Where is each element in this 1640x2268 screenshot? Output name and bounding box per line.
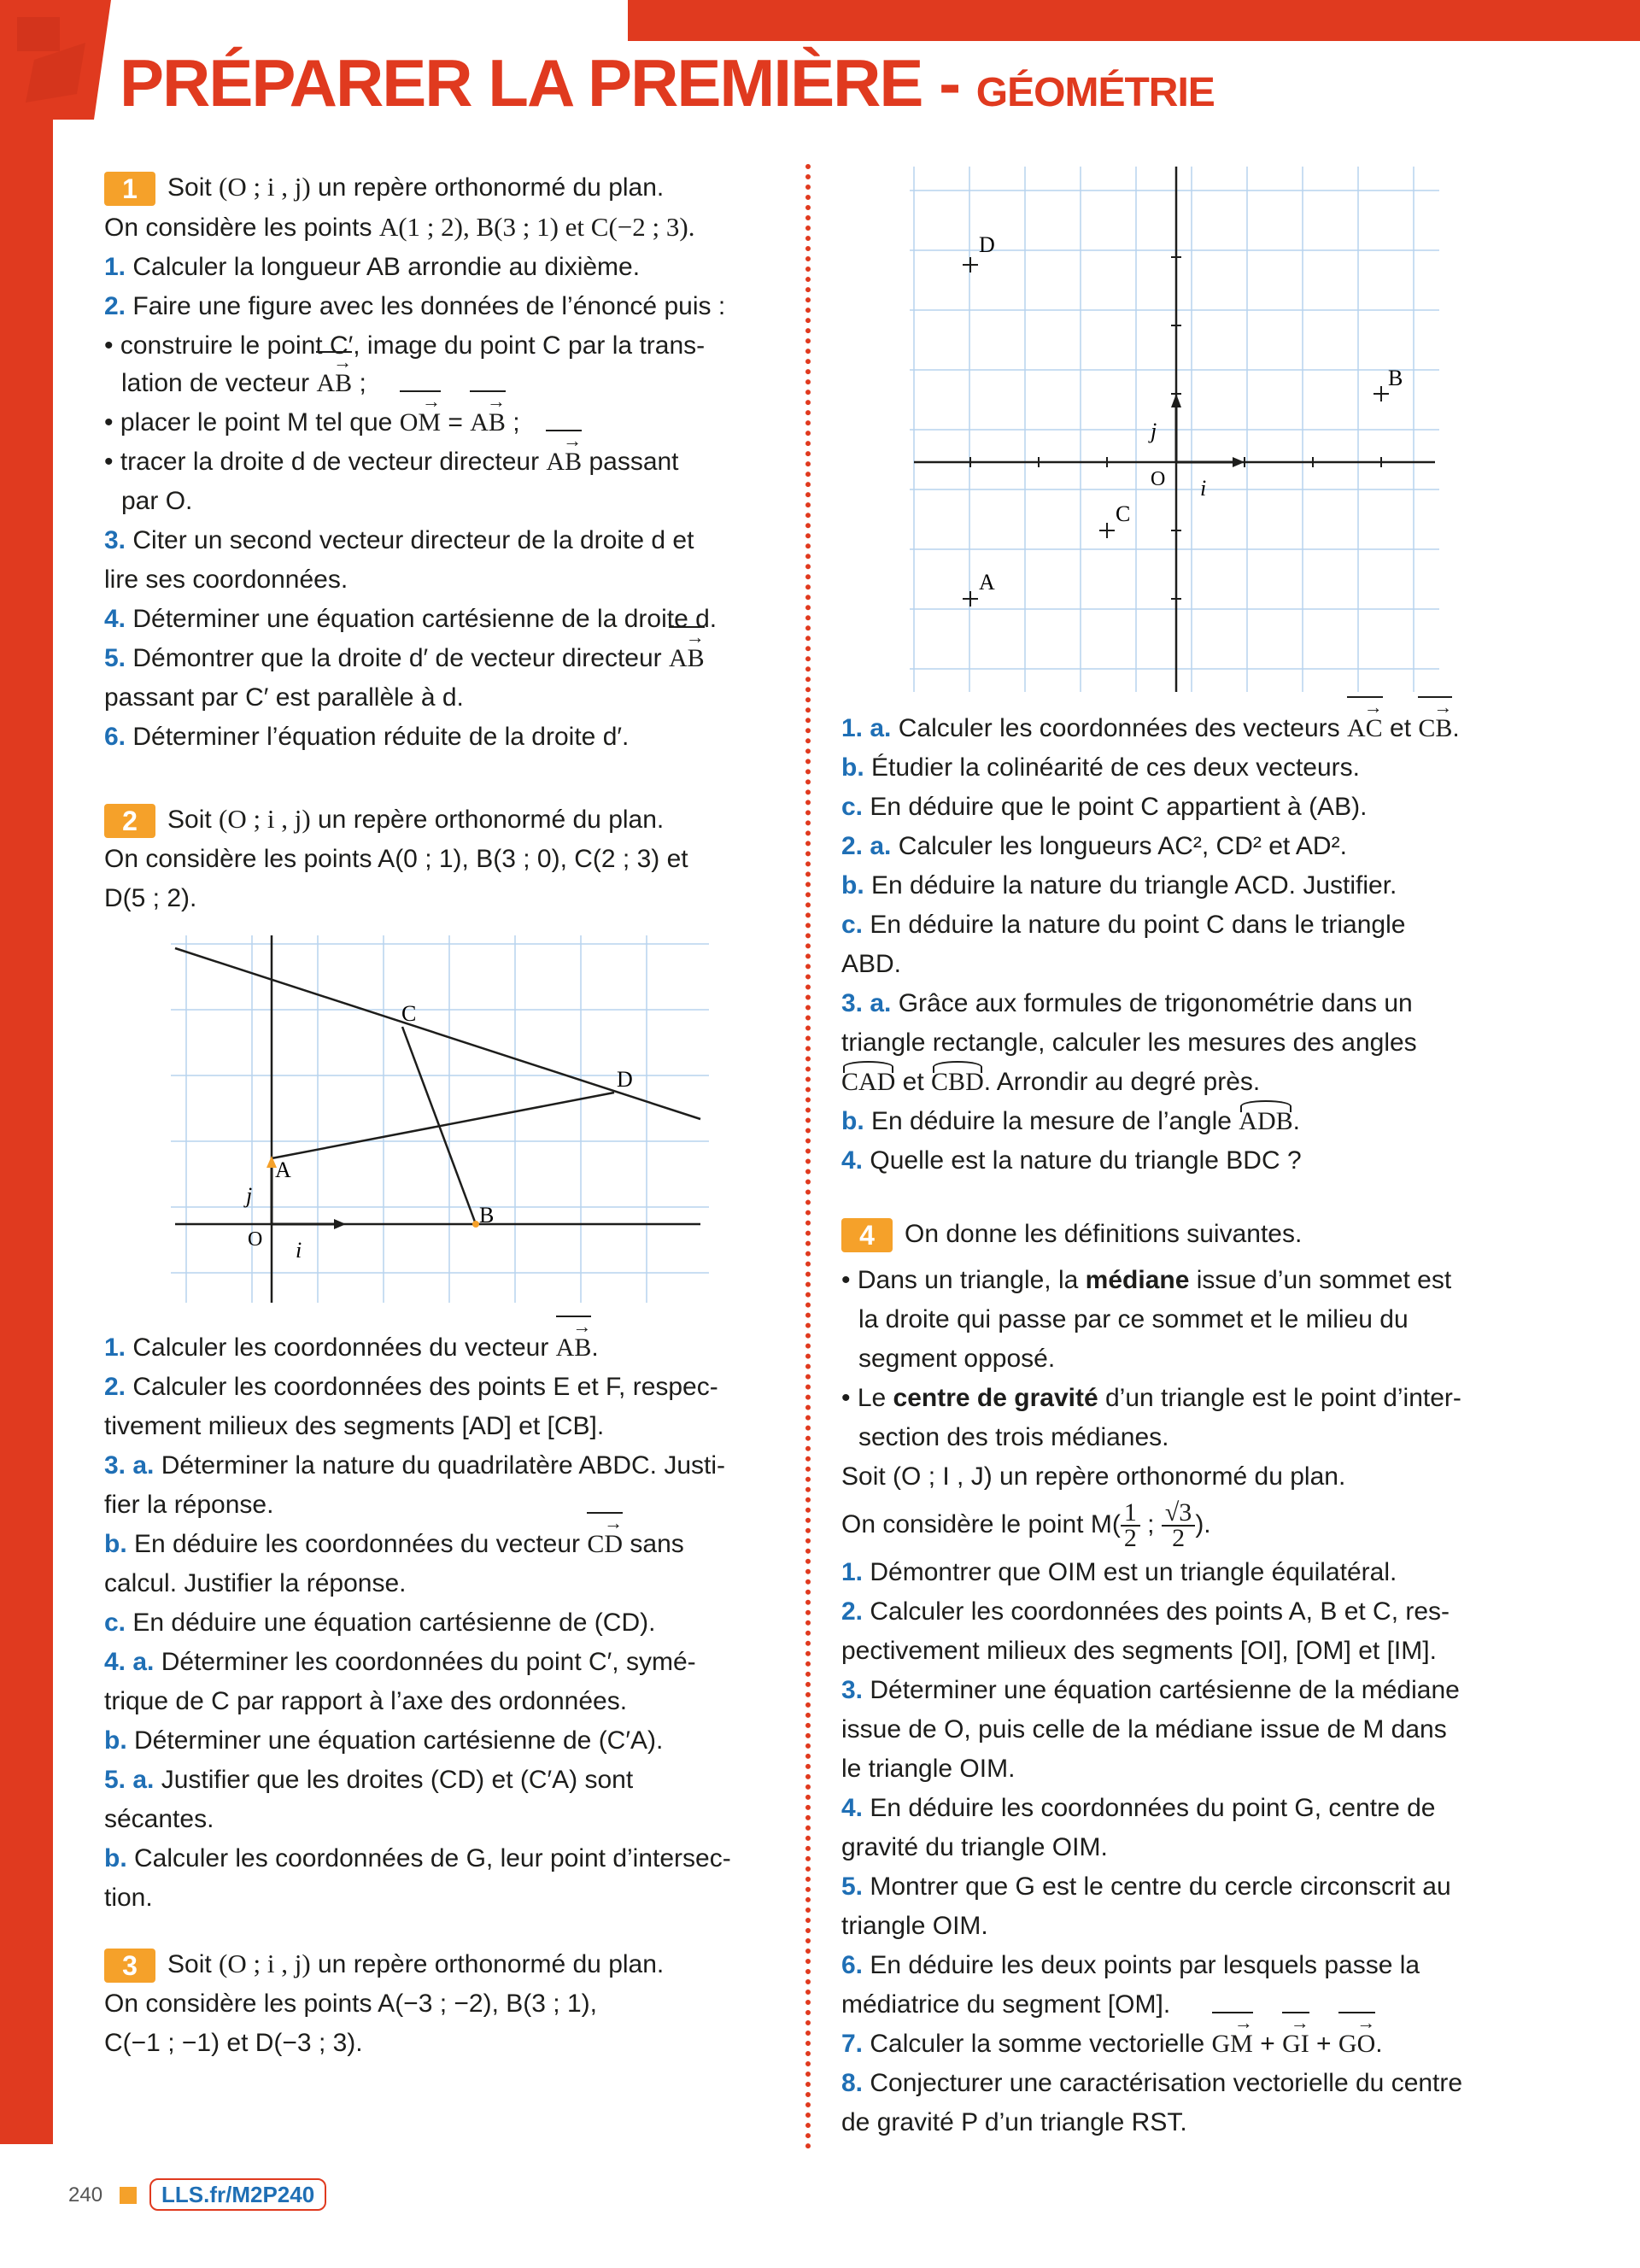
fraction-sqrt3-half bbox=[1162, 1498, 1195, 1553]
question-number: 3. a. bbox=[841, 989, 892, 1017]
ex2-intro-end: un repère orthonormé du plan. bbox=[310, 806, 665, 834]
bullet-text: • construire le point C′, image du point C par la trans- bbox=[104, 331, 706, 360]
question-number: 2. bbox=[841, 1597, 864, 1626]
bullet-text: ; bbox=[352, 369, 366, 397]
fig-label-c: C bbox=[1116, 501, 1131, 526]
question-number: 1. bbox=[104, 253, 126, 281]
corner-pattern bbox=[0, 0, 111, 120]
question-text: passant par C′ est parallèle à d. bbox=[104, 683, 464, 712]
question-number: c. bbox=[841, 911, 864, 939]
equals: = bbox=[441, 408, 471, 437]
fig-label-c: C bbox=[401, 1001, 417, 1026]
ex1-points-label: On considère les points bbox=[104, 214, 379, 242]
angle-cbd: CBD bbox=[931, 1063, 984, 1102]
question-text: Déterminer la nature du quadrilatère ABDC. Justi- bbox=[161, 1451, 726, 1480]
exercise-2 bbox=[104, 800, 779, 918]
question-number: 6. bbox=[841, 1951, 864, 1979]
question-text: sans bbox=[623, 1530, 684, 1558]
question-text: Déterminer une équation cartésienne de la médiane bbox=[870, 1676, 1460, 1704]
fig-label-o: O bbox=[248, 1228, 263, 1251]
question-number: 8. bbox=[841, 2069, 864, 2097]
fig-label-d: D bbox=[617, 1067, 633, 1092]
question-text: et bbox=[895, 1068, 932, 1096]
title-main: PRÉPARER LA PREMIÈRE - bbox=[120, 45, 976, 120]
question-text: . bbox=[1452, 714, 1460, 742]
exercise-badge: 2 bbox=[104, 804, 155, 838]
ex3-intro: Soit bbox=[167, 1950, 220, 1978]
bullet-text: lation de vecteur bbox=[121, 369, 317, 397]
question-text: Montrer que G est le centre du cercle circonscrit au bbox=[870, 1872, 1451, 1901]
question-number: 5. bbox=[841, 1872, 864, 1901]
question-text: En déduire les deux points par lesquels passe la bbox=[870, 1951, 1420, 1979]
question-number: c. bbox=[104, 1609, 126, 1637]
definition-text: la droite qui passe par ce sommet et le milieu du bbox=[858, 1305, 1409, 1333]
question-text: médiatrice du segment [OM]. bbox=[841, 1990, 1171, 2019]
question-text: En déduire une équation cartésienne de (CD). bbox=[132, 1609, 656, 1637]
definition-text: • Le bbox=[841, 1384, 893, 1412]
fraction-half bbox=[1121, 1498, 1140, 1553]
question-text: Déterminer les coordonnées du point C′, symé- bbox=[161, 1648, 696, 1676]
angle-cad: CAD bbox=[841, 1063, 895, 1102]
question-number: 1. bbox=[841, 1558, 864, 1586]
question-text: En déduire les coordonnées du point G, centre de bbox=[870, 1794, 1436, 1822]
fraction-num: 1 bbox=[1121, 1501, 1140, 1527]
ex4-frame: Soit (O ; I , J) un repère orthonormé du plan. bbox=[841, 1462, 1346, 1491]
question-text: le triangle OIM. bbox=[841, 1755, 1016, 1783]
vector-ab: → AB bbox=[316, 364, 352, 403]
question-text: Calculer la somme vectorielle bbox=[870, 2030, 1212, 2058]
vector-om: → OM bbox=[400, 403, 441, 442]
question-text: En déduire la nature du triangle ACD. Justifier. bbox=[871, 871, 1397, 900]
footer-square-icon bbox=[120, 2187, 137, 2204]
angle-adb: ADB bbox=[1239, 1102, 1292, 1141]
question-text: tivement milieux des segments [AD] et [CB]. bbox=[104, 1412, 605, 1440]
question-number: b. bbox=[841, 753, 864, 782]
exercise-4 bbox=[841, 1215, 1610, 2142]
fraction-num: √3 bbox=[1162, 1501, 1195, 1527]
question-number: 3. a. bbox=[104, 1451, 155, 1480]
question-text: Citer un second vecteur directeur de la droite d et bbox=[132, 526, 694, 554]
question-text: sécantes. bbox=[104, 1805, 214, 1833]
fig-label-i: i bbox=[296, 1238, 302, 1263]
question-text: En déduire la mesure de l’angle bbox=[871, 1107, 1239, 1135]
question-text: fier la réponse. bbox=[104, 1491, 274, 1519]
vector-ac: → AC bbox=[1347, 709, 1383, 748]
question-text: . bbox=[1375, 2030, 1383, 2058]
question-text: calcul. Justifier la réponse. bbox=[104, 1569, 407, 1597]
question-text: . Arrondir au degré près. bbox=[983, 1068, 1261, 1096]
question-number: 4. bbox=[841, 1146, 864, 1175]
question-text: lire ses coordonnées. bbox=[104, 566, 348, 594]
ex3-figure bbox=[910, 167, 1439, 692]
question-number: 4. bbox=[104, 605, 126, 633]
question-text: Faire une figure avec les données de l’énoncé puis : bbox=[132, 292, 726, 320]
definition-term: médiane bbox=[1085, 1266, 1190, 1294]
question-text: Démontrer que la droite d′ de vecteur directeur bbox=[132, 644, 669, 672]
question-number: 2. bbox=[104, 292, 126, 320]
question-number: 5. a. bbox=[104, 1766, 155, 1794]
vector-go: → GO bbox=[1338, 2025, 1375, 2064]
question-number: b. bbox=[104, 1726, 127, 1755]
fig-label-b: B bbox=[1388, 366, 1403, 390]
bullet-text: ; bbox=[505, 408, 520, 437]
ex1-intro-end: un repère orthonormé du plan. bbox=[310, 173, 665, 202]
definition-text: issue d’un sommet est bbox=[1189, 1266, 1452, 1294]
ex4-point: ). bbox=[1195, 1510, 1211, 1538]
vector-ab: → AB bbox=[546, 442, 582, 482]
ex2-intro: Soit bbox=[167, 806, 220, 834]
question-text: Démontrer que OIM est un triangle équilatéral. bbox=[870, 1558, 1397, 1586]
ex1-frame: (O ; i , j) bbox=[219, 172, 311, 202]
vector-ab: → AB bbox=[470, 403, 506, 442]
ex3-points: On considère les points A(−3 ; −2), B(3 ; 1), bbox=[104, 1990, 597, 2018]
ex1-points: A(1 ; 2), B(3 ; 1) et C(−2 ; 3). bbox=[378, 212, 695, 242]
question-number: 6. bbox=[104, 723, 126, 751]
question-number: b. bbox=[104, 1844, 127, 1872]
column-divider bbox=[805, 164, 811, 2150]
question-text: En déduire la nature du point C dans le triangle bbox=[870, 911, 1406, 939]
question-text: Conjecturer une caractérisation vectorielle du centre bbox=[870, 2069, 1463, 2097]
page-title bbox=[120, 44, 1215, 122]
question-text: Justifier que les droites (CD) et (C′A) sont bbox=[161, 1766, 634, 1794]
lls-link[interactable]: LLS.fr/M2P240 bbox=[149, 2178, 326, 2211]
fig-label-j: j bbox=[246, 1183, 253, 1208]
bullet-text: passant bbox=[582, 448, 679, 476]
question-number: 2. bbox=[104, 1373, 126, 1401]
question-number: b. bbox=[104, 1530, 127, 1558]
question-number: 3. bbox=[104, 526, 126, 554]
definition-text: d’un triangle est le point d’inter- bbox=[1098, 1384, 1461, 1412]
bullet-text: par O. bbox=[121, 487, 193, 515]
vector-ab: → AB bbox=[556, 1328, 592, 1368]
question-number: b. bbox=[841, 1107, 864, 1135]
fig-label-b: B bbox=[479, 1203, 495, 1228]
question-number: 5. bbox=[104, 644, 126, 672]
ex4-point: On considère le point M( bbox=[841, 1510, 1121, 1538]
question-text: issue de O, puis celle de la médiane issue de M dans bbox=[841, 1715, 1447, 1743]
question-text: tion. bbox=[104, 1884, 153, 1912]
fig-label-a: A bbox=[275, 1157, 291, 1182]
vector-cd: → CD bbox=[587, 1525, 623, 1564]
plus: + bbox=[1309, 2030, 1338, 2058]
question-number: 2. a. bbox=[841, 832, 892, 860]
question-number: 4. bbox=[841, 1794, 864, 1822]
definition-term: centre de gravité bbox=[893, 1384, 1098, 1412]
exercise-2-questions bbox=[104, 1328, 779, 1918]
top-color-band bbox=[628, 0, 1640, 41]
ex4-point: ; bbox=[1139, 1510, 1162, 1538]
ex2-figure bbox=[171, 935, 709, 1303]
question-number: 7. bbox=[841, 2030, 864, 2058]
question-text: En déduire que le point C appartient à (AB). bbox=[870, 793, 1368, 821]
left-color-band bbox=[0, 0, 53, 2144]
question-number: c. bbox=[841, 793, 864, 821]
exercise-3 bbox=[104, 1944, 779, 2063]
question-text: . bbox=[1292, 1107, 1300, 1135]
ex4-intro: On donne les définitions suivantes. bbox=[905, 1220, 1303, 1248]
ex3-points: C(−1 ; −1) et D(−3 ; 3). bbox=[104, 2029, 363, 2057]
question-number: 4. a. bbox=[104, 1648, 155, 1676]
bullet-text: • placer le point M tel que bbox=[104, 408, 400, 437]
question-text: Déterminer l’équation réduite de la droite d′. bbox=[132, 723, 630, 751]
exercise-badge: 3 bbox=[104, 1949, 155, 1983]
ex2-frame: (O ; i , j) bbox=[219, 804, 311, 834]
question-number: 1. a. bbox=[841, 714, 892, 742]
plus: + bbox=[1252, 2030, 1283, 2058]
ex2-points: On considère les points A(0 ; 1), B(3 ; 0), C(2 ; 3) et bbox=[104, 845, 688, 873]
page-number: 240 bbox=[68, 2183, 103, 2206]
question-text: Calculer la longueur AB arrondie au dixième. bbox=[132, 253, 641, 281]
question-text: triangle OIM. bbox=[841, 1912, 988, 1940]
ex3-frame: (O ; i , j) bbox=[219, 1949, 311, 1978]
question-text: gravité du triangle OIM. bbox=[841, 1833, 1108, 1861]
question-text: Déterminer une équation cartésienne de la droite d. bbox=[132, 605, 718, 633]
exercise-badge: 4 bbox=[841, 1218, 893, 1252]
question-text: Quelle est la nature du triangle BDC ? bbox=[870, 1146, 1302, 1175]
fraction-den: 2 bbox=[1172, 1524, 1186, 1553]
question-text: ABD. bbox=[841, 950, 902, 978]
question-number: 3. bbox=[841, 1676, 864, 1704]
question-text: Calculer les coordonnées des vecteurs bbox=[898, 714, 1347, 742]
fig-label-j: j bbox=[1151, 419, 1157, 443]
vector-gi: → GI bbox=[1282, 2025, 1309, 2064]
question-text: Calculer les coordonnées des points E et F, respec- bbox=[132, 1373, 718, 1401]
question-text: et bbox=[1382, 714, 1419, 742]
question-text: Déterminer une équation cartésienne de (C′A). bbox=[134, 1726, 664, 1755]
bullet-text: • tracer la droite d de vecteur directeur bbox=[104, 448, 547, 476]
vector-ab: → AB bbox=[669, 639, 705, 678]
question-text: Calculer les longueurs AC², CD² et AD². bbox=[898, 832, 1347, 860]
fig-label-o: O bbox=[1151, 468, 1166, 490]
definition-text: segment opposé. bbox=[858, 1345, 1056, 1373]
fraction-den: 2 bbox=[1123, 1524, 1137, 1553]
exercise-badge: 1 bbox=[104, 172, 155, 206]
question-text: Étudier la colinéarité de ces deux vecteurs. bbox=[871, 753, 1360, 782]
title-sub: GÉOMÉTRIE bbox=[975, 70, 1215, 115]
question-text: trique de C par rapport à l’axe des ordonnées. bbox=[104, 1687, 628, 1715]
question-text: Calculer les coordonnées des points A, B et C, res- bbox=[870, 1597, 1450, 1626]
ex3-intro-end: un repère orthonormé du plan. bbox=[310, 1950, 665, 1978]
question-number: b. bbox=[841, 871, 864, 900]
question-number: 1. bbox=[104, 1333, 126, 1362]
question-text: Calculer les coordonnées de G, leur point d’intersec- bbox=[134, 1844, 731, 1872]
question-text: . bbox=[591, 1333, 599, 1362]
exercise-3-questions bbox=[841, 709, 1610, 1181]
definition-text: section des trois médianes. bbox=[858, 1423, 1169, 1451]
question-text: Calculer les coordonnées du vecteur bbox=[132, 1333, 556, 1362]
fig-label-d: D bbox=[979, 232, 995, 257]
definition-text: • Dans un triangle, la bbox=[841, 1266, 1086, 1294]
question-text: pectivement milieux des segments [OI], [OM] et [IM]. bbox=[841, 1637, 1437, 1665]
question-text: triangle rectangle, calculer les mesures des angles bbox=[841, 1029, 1417, 1057]
question-text: Grâce aux formules de trigonométrie dans un bbox=[898, 989, 1413, 1017]
vector-gm: → GM bbox=[1212, 2025, 1253, 2064]
exercise-1 bbox=[104, 167, 779, 757]
vector-cb: → CB bbox=[1418, 709, 1452, 748]
ex2-points: D(5 ; 2). bbox=[104, 884, 197, 912]
fig-label-a: A bbox=[979, 570, 995, 595]
question-text: de gravité P d’un triangle RST. bbox=[841, 2108, 1187, 2136]
ex1-intro: Soit bbox=[167, 173, 220, 202]
fig-label-i: i bbox=[1200, 476, 1207, 501]
question-text: En déduire les coordonnées du vecteur bbox=[134, 1530, 588, 1558]
